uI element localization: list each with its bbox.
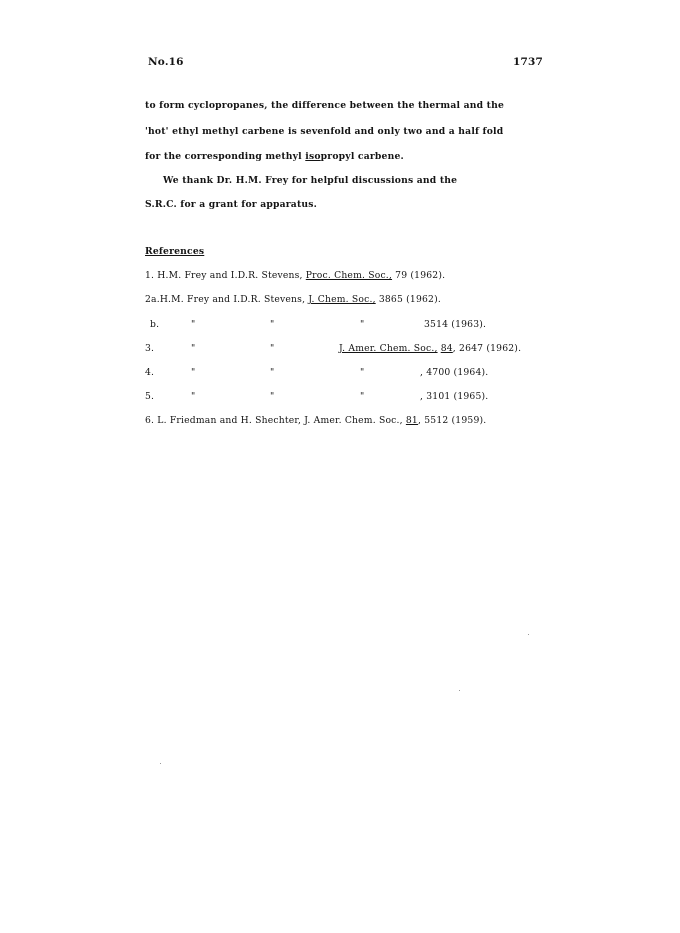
iso-prefix: iso [305,151,321,162]
scan-speck [459,690,460,691]
reference-4-ditto-1: " [191,367,196,378]
page-number: 1737 [513,56,544,68]
ref-3-journal: J. Amer. Chem. Soc., [339,343,438,354]
reference-6 [145,415,486,426]
ref-3-rest: , 2647 (1962). [452,343,522,354]
ref-6-authors: L. Friedman and H. Shechter, J. Amer. Chem. Soc., [157,415,403,426]
ref-1-label: 1. [145,270,155,281]
ref-2a-journal: J. Chem. Soc., [308,294,376,305]
scan-speck [528,634,529,635]
reference-2b-label: b. [150,319,160,330]
ref-1-authors: H.M. Frey and I.D.R. Stevens, [157,270,303,281]
reference-5-rest: , 3101 (1965). [420,391,489,402]
ref-2a-label: 2a. [145,294,160,305]
body-line-3-start: for the corresponding methyl [145,151,306,162]
ref-1-rest: 79 (1962). [395,270,446,281]
reference-2a [145,294,441,305]
journal-number: No.16 [148,56,184,68]
reference-4-ditto-2: " [270,367,275,378]
acknowledgement-line-1: We thank Dr. H.M. Frey for helpful discussions and the [163,175,458,186]
body-line-1: to form cyclopropanes, the difference between the thermal and the [145,100,505,111]
reference-3-label: 3. [145,343,155,354]
body-line-3 [145,151,404,162]
scan-speck [160,763,161,764]
reference-4-ditto-3: " [360,367,365,378]
reference-3-citation [339,343,521,354]
reference-4-rest: , 4700 (1964). [420,367,489,378]
reference-2b-ditto-3: " [360,319,365,330]
reference-2b-ditto-2: " [270,319,275,330]
reference-2b-rest: 3514 (1963). [424,319,487,330]
ref-1-journal: Proc. Chem. Soc., [305,270,393,281]
reference-3-ditto-1: " [191,343,196,354]
acknowledgement-line-2: S.R.C. for a grant for apparatus. [145,199,318,210]
ref-6-label: 6. [145,415,155,426]
reference-5-ditto-3: " [360,391,365,402]
body-line-3-end: propyl carbene. [320,151,404,162]
reference-5-ditto-2: " [270,391,275,402]
reference-5-ditto-1: " [191,391,196,402]
ref-3-volume: 84 [440,343,453,354]
reference-1 [145,270,445,281]
ref-2a-authors: H.M. Frey and I.D.R. Stevens, [159,294,306,305]
ref-2a-rest: 3865 (1962). [378,294,442,305]
ref-6-volume: 81 [405,415,418,426]
ref-6-rest: , 5512 (1959). [417,415,487,426]
references-heading [145,246,204,257]
reference-2b-ditto-1: " [191,319,196,330]
reference-5-label: 5. [145,391,155,402]
references-heading-text: References [145,246,205,257]
reference-3-ditto-2: " [270,343,275,354]
body-line-2: 'hot' ethyl methyl carbene is sevenfold and only two and a half fold [145,126,504,137]
reference-4-label: 4. [145,367,155,378]
